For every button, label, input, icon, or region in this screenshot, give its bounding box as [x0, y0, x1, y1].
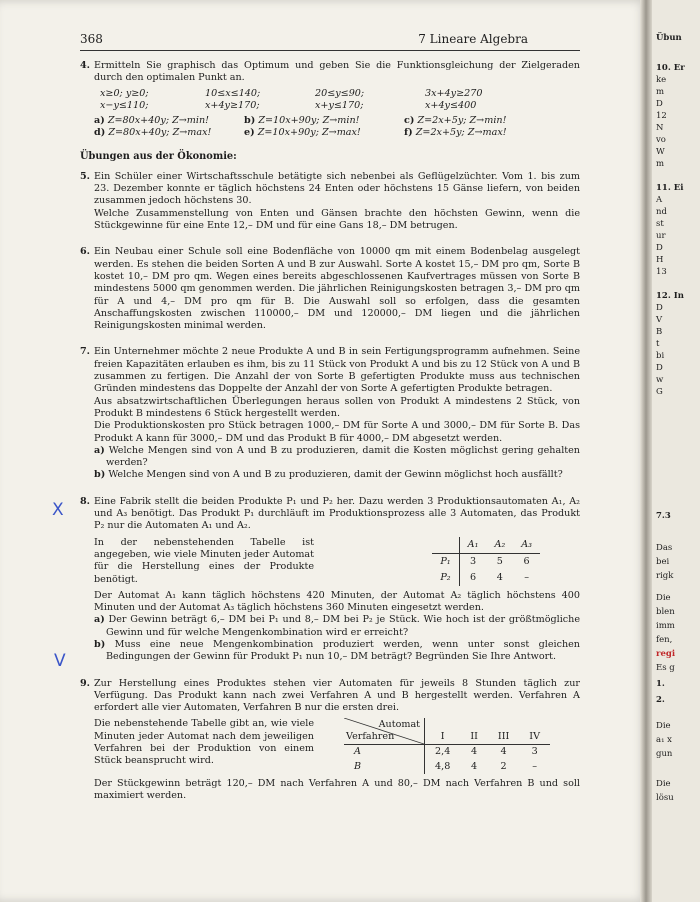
adjacent-page-text: D — [656, 303, 663, 313]
adjacent-page-text: 13 — [656, 267, 667, 277]
exercise-4-intro: Ermitteln Sie graphisch das Optimum und geben Sie die Funktionsgleichung der Zielgeraden durch den optimalen Punkt an. — [94, 60, 580, 84]
objective-item: f) Z=2x+5y; Z→max! — [404, 126, 507, 138]
exercise-text: Eine Fabrik stellt die beiden Produkte P₁ und P₂ her. Dazu werden 3 Produktionsautomaten A₁, A₂ und A₃ benötigt. Das Produkt P₁ durchläuft im Produktionsprozess alle 3 Automaten, das Produkt P₂ nur die Automaten A₁ und A₂. — [94, 495, 580, 532]
exercise-9 — [80, 678, 580, 803]
header-rule — [80, 50, 580, 51]
constraint-grid — [100, 88, 580, 112]
table-header: A₂ — [486, 537, 513, 554]
table-row — [432, 553, 540, 570]
exercise-8 — [80, 496, 580, 664]
adjacent-page-text: 11. Ei — [656, 183, 684, 193]
exercise-text: Aus absatzwirtschaftlichen Überlegungen heraus sollen von Produkt A mindestens 2 Stück, von Produkt B mindestens 6 Stück hergestellt werden. — [94, 395, 580, 419]
adjacent-page-text: 12 — [656, 111, 667, 121]
adjacent-page-text: A — [656, 195, 663, 205]
adjacent-page-text: vo — [656, 135, 666, 145]
table-cell: 4 — [496, 571, 503, 583]
table-header: I — [425, 718, 461, 745]
adjacent-page-text: blen — [656, 607, 675, 617]
adjacent-page-text: Die — [656, 779, 671, 789]
constraint: x≥0; y≥0; — [100, 87, 149, 99]
adjacent-page-text: G — [656, 387, 663, 397]
objective-item: a) Z=80x+40y; Z→min! — [94, 114, 210, 126]
adjacent-page-text: a₁ x — [656, 735, 672, 745]
exercise-number: 5. — [80, 170, 91, 182]
exercise-number: 4. — [80, 60, 91, 71]
table-cell: 4 — [500, 746, 507, 758]
adjacent-page-text: bei — [656, 557, 670, 567]
adjacent-page-text: B — [656, 327, 663, 337]
adjacent-page-text: 7.3 — [656, 511, 671, 521]
row-label: A — [344, 745, 425, 760]
page-number: 368 — [80, 32, 103, 46]
book-gutter — [640, 0, 652, 902]
table-cell: 2 — [500, 760, 507, 772]
table-header: IV — [519, 718, 550, 745]
adjacent-page-text: D — [656, 99, 663, 109]
table-row — [344, 745, 550, 760]
adjacent-page-text: bi — [656, 351, 665, 361]
adjacent-page-text: t — [656, 339, 660, 349]
adjacent-page-text: imm — [656, 621, 675, 631]
table-header: II — [460, 718, 488, 745]
table-header: A₁ — [459, 537, 486, 554]
adjacent-page-text: 1. — [656, 679, 665, 689]
table-cell: – — [524, 571, 529, 583]
table-description: Die nebenstehende Tabelle gibt an, wie viele Minuten jeder Automat nach dem jeweiligen Verfahren bei der Produktion von einem Stück beansprucht wird. — [94, 718, 314, 767]
adjacent-page-text: Übun — [656, 33, 682, 43]
page-content — [80, 60, 580, 812]
table-cell: 6 — [469, 571, 477, 583]
exercise-text: Ein Unternehmer möchte 2 neue Produkte A und B in sein Fertigungsprogramm aufnehmen. Seine freien Kapazitäten erlauben es ihm, bis zu 11 Stück von Produkt A und bis zu 12 Stück von A und B zusammen zu fertigen. Die Anzahl der von Sorte B gefertigten Produkte muss aus technischen Gründen mindestens das Doppelte der Anzahl der von Sorte A gefertigten Produkte betragen. — [94, 346, 580, 395]
adjacent-page-text: Die — [656, 593, 671, 603]
objective-item: b) Z=10x+90y; Z→min! — [244, 114, 360, 126]
subtask-b: b) Welche Mengen sind von A und B zu produzieren, damit der Gewinn möglichst hoch ausfällt? — [94, 469, 563, 481]
table-cell: 2,4 — [435, 746, 451, 758]
adjacent-page-text: H — [656, 255, 664, 265]
adjacent-page-text: Es g — [656, 663, 675, 673]
table-block — [94, 537, 580, 586]
table-cell: 4 — [471, 760, 478, 772]
constraint: 20≤y≤90; — [315, 87, 365, 99]
constraint: x+y≤170; — [315, 99, 364, 111]
constraint: x+4y≤400 — [425, 99, 477, 111]
adjacent-page-text: nd — [656, 207, 667, 217]
exercise-text: Der Stückgewinn beträgt 120,– DM nach Verfahren A und 80,– DM nach Verfahren B und soll maximiert werden. — [94, 778, 580, 802]
table-cell: 4,8 — [435, 760, 451, 772]
table-row — [432, 570, 540, 586]
table-cell: 3 — [531, 746, 538, 758]
adjacent-page-text: st — [656, 219, 664, 229]
constraint: 10≤x≤140; — [205, 87, 261, 99]
exercise-5 — [80, 171, 580, 232]
adjacent-page-text: m — [656, 87, 665, 97]
handwritten-mark-8: ꓫ — [52, 500, 64, 520]
adjacent-page-edge — [652, 0, 700, 902]
adjacent-page-text: W — [656, 147, 665, 157]
row-label: P₂ — [432, 570, 459, 586]
constraint: 3x+4y≥270 — [425, 87, 483, 99]
exercise-number: 9. — [80, 677, 91, 689]
table-cell: – — [532, 760, 538, 772]
adjacent-page-text: N — [656, 123, 664, 133]
objective-item: e) Z=10x+90y; Z→max! — [244, 126, 361, 138]
adjacent-page-text: V — [656, 315, 663, 325]
constraint: x−y≤110; — [100, 99, 149, 111]
exercise-text: Ein Schüler einer Wirtschaftsschule betätigte sich nebenbei als Geflügelzüchter. Vom 1. bis zum 23. Dezember konnte er täglich höchstens 24 Enten oder höchstens 15 Gänse liefern, von beiden zusammen jedoch höchstens 30. — [94, 170, 580, 207]
adjacent-page-text: m — [656, 159, 665, 169]
handwritten-mark-9: V — [54, 651, 66, 671]
row-label: P₁ — [432, 553, 459, 570]
adjacent-page-text: Das — [656, 543, 673, 553]
exercise-4 — [80, 60, 580, 139]
table-corner — [344, 718, 425, 745]
table-cell: 4 — [471, 746, 478, 758]
exercise-number: 6. — [80, 246, 91, 258]
adjacent-page-text: 10. Er — [656, 63, 685, 73]
adjacent-page-text: ur — [656, 231, 666, 241]
corner-bottom-label: Verfahren — [346, 731, 395, 743]
objective-item: c) Z=2x+5y; Z→min! — [404, 114, 507, 126]
table-cell: 3 — [469, 555, 477, 567]
subtask-a: a) Welche Mengen sind von A und B zu produzieren, damit die Kosten möglichst gering gehalten werden? — [94, 444, 580, 469]
table-cell: 5 — [496, 555, 503, 567]
section-title: Übungen aus der Ökonomie: — [80, 150, 237, 162]
adjacent-page-text: 2. — [656, 695, 665, 705]
adjacent-page-text: 12. In — [656, 291, 684, 301]
exercise-text: Zur Herstellung eines Produktes stehen vier Automaten für jeweils 8 Stunden täglich zur Verfügung. Das Produkt kann nach zwei Verfahren A und B hergestellt werden. Verfahren A erfordert alle vier Automaten, Verfahren B nur die ersten drei. — [94, 677, 580, 714]
table-row — [344, 760, 550, 774]
exercise-text: Ein Neubau einer Schule soll eine Bodenfläche von 10000 qm mit einem Bodenbelag ausgelegt werden. Es stehen die beiden Sorten A und B zur Auswahl. Sorte A kostet 15,– DM pro qm, Sorte B kostet 10,– DM pro qm. Wegen eines bereits abgeschlossenen Kaufvertrages müssen von Sorte B mindestens 5000 qm genommen werden. Die jährlichen Reinigungskosten betragen 3,– DM pro qm für A und 4,– DM pro qm für B. Die Auswahl soll so erfolgen, dass die gesamten Anschaffungskosten zwischen 110000,– DM und 120000,– DM liegen und die jährlichen Reinigungskosten minimal werden. — [94, 246, 580, 332]
exercise-text: Der Automat A₁ kann täglich höchstens 420 Minuten, der Automat A₂ täglich höchstens 400 Minuten und der Automat A₃ täglich höchstens 360 Minuten eingesetzt werden. — [94, 589, 580, 614]
chapter-title: 7 Lineare Algebra — [418, 32, 528, 46]
table-block — [94, 718, 580, 774]
objective-item: d) Z=80x+40y; Z→max! — [94, 126, 212, 138]
subtask-b: b) Muss eine neue Mengenkombination produziert werden, wenn unter sonst gleichen Bedingungen der Gewinn für Produkt P₁ nun 10,– DM beträgt? Begründen Sie Ihre Antwort. — [94, 638, 580, 663]
adjacent-page-text: D — [656, 243, 663, 253]
row-label: B — [344, 760, 425, 774]
exercise-text: Die Produktionskosten pro Stück betragen 1000,– DM für Sorte A und 3000,– DM für Sorte B. Das Produkt A kann für 3000,– DM und das Produkt B für 4000,– DM abgesetzt werden. — [94, 420, 580, 444]
table-cell: 6 — [523, 555, 530, 567]
table-description: In der nebenstehenden Tabelle ist angegeben, wie viele Minuten jeder Automat für die Herstellung eines der Produkte benötigt. — [94, 536, 314, 585]
exercise-7 — [80, 346, 580, 481]
corner-top-label: Automat — [378, 719, 421, 731]
exercise-6 — [80, 246, 580, 332]
adjacent-page-text: gun — [656, 749, 673, 759]
exercise-text: Welche Zusammenstellung von Enten und Gänsen brachte den höchsten Gewinn, wenn die Stückgewinne für eine Ente 12,– DM und für eine Gans 18,– DM betrugen. — [94, 207, 580, 232]
subtask-a: a) Der Gewinn beträgt 6,– DM bei P₁ und 8,– DM bei P₂ je Stück. Wie hoch ist der größtmögliche Gewinn und für welche Mengenkombination wird er erreicht? — [94, 614, 580, 638]
adjacent-page-text: w — [656, 375, 664, 385]
constraint: x+4y≥170; — [205, 99, 260, 111]
procedure-table — [344, 718, 550, 774]
table-header: III — [488, 718, 519, 745]
adjacent-page-text: Die — [656, 721, 671, 731]
exercise-number: 8. — [80, 495, 91, 507]
table-corner — [432, 537, 459, 554]
exercise-number: 7. — [80, 346, 91, 358]
machine-time-table — [432, 537, 540, 586]
adjacent-page-text: lösu — [656, 793, 674, 803]
adjacent-page-text: ke — [656, 75, 667, 85]
objective-grid — [94, 115, 580, 139]
table-header: A₃ — [513, 537, 540, 554]
adjacent-page-text: regi — [656, 649, 676, 659]
adjacent-page-text: D — [656, 363, 663, 373]
adjacent-page-text: rigk — [656, 571, 674, 581]
adjacent-page-text: fen, — [656, 635, 673, 645]
